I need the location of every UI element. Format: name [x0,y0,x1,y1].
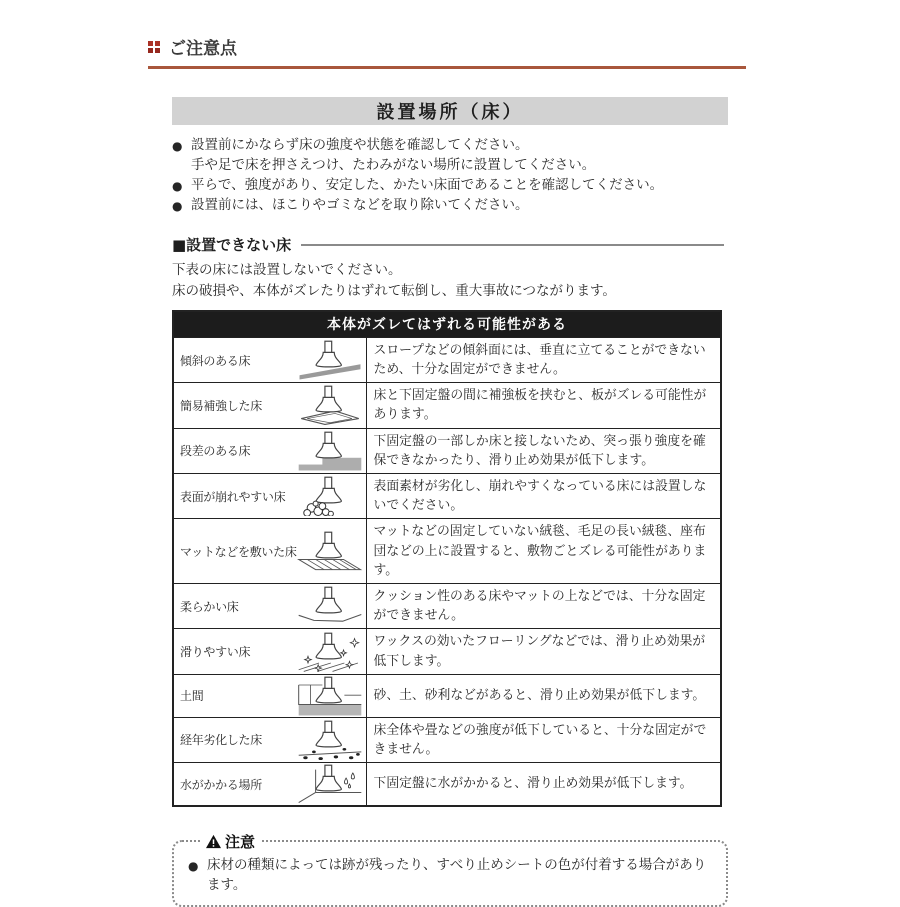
floor-desc: スロープなどの傾斜面には、垂直に立てることができないため、十分な固定ができません。 [366,337,721,382]
section-desc-line: 下表の床には設置しないでください。 [172,262,402,279]
crumbling-surface-floor-icon [297,476,363,516]
floor-type-label: 土間 [180,689,204,704]
floor-desc: 下固定盤の一部しか床と接しないため、突っ張り強度を確保できなかったり、滑り止め効果が低下します。 [366,428,721,473]
unsuitable-floor-table [172,310,722,807]
reinforced-board-floor-icon [297,385,363,425]
floor-type-label: 滑りやすい床 [180,645,251,659]
caution-text: 床材の種類によっては跡が残ったり、すべり止めシートの色が付着する場合があります。 [207,857,707,894]
sloped-floor-icon [297,340,363,380]
bullet-icon: ● [188,859,199,874]
section-desc-line: 床の破損や、本体がズレたりはずれて転倒し、重大事故につながります。 [172,282,616,299]
table-header: 本体がズレてはずれる可能性がある [173,311,721,338]
note-text: 平らで、強度があり、安定した、かたい床面であることを確認してください。 [191,176,664,193]
caution-box [172,833,728,907]
floor-desc: 砂、土、砂利などがあると、滑り止め効果が低下します。 [366,674,721,717]
precaution-notes [172,136,728,215]
caution-title-text: 注意 [225,833,256,852]
floor-type-label: 水がかかる場所 [180,777,262,792]
table-row [173,383,721,428]
floor-desc: 表面素材が劣化し、崩れやすくなっている床には設置しないでください。 [366,474,721,519]
banner-title: 設置場所（床） [376,102,524,123]
note-text: 設置前にかならず床の強度や状態を確認してください。 [191,137,529,153]
table-row [173,629,721,674]
floor-type-label: マットなどを敷いた床 [180,544,297,559]
section-title: ■設置できない床 [172,236,292,255]
bullet-icon: ● [172,178,183,193]
floor-type-label: 段差のある床 [180,444,251,459]
floor-desc: ワックスの効いたフローリングなどでは、滑り止め効果が低下します。 [366,629,721,674]
floor-type-cell [173,337,366,382]
bullet-icon: ● [172,198,183,213]
table-header-row [173,311,721,338]
dirt-floor-icon [297,676,363,716]
floor-type-cell [173,717,366,762]
note-line [172,156,728,176]
section-description [172,260,728,301]
note-line [172,196,728,216]
floor-type-cell [173,383,366,428]
floor-type-label: 簡易補強した床 [180,398,262,413]
page-title: ご注意点 [169,39,237,59]
floor-desc: 下固定盤に水がかかると、滑り止め効果が低下します。 [366,763,721,807]
bullet-icon [172,156,191,176]
floor-type-cell [173,428,366,473]
section-heading [172,234,728,255]
floor-type-cell [173,474,366,519]
floor-type-cell [173,519,366,584]
floor-type-label: 経年劣化した床 [180,733,262,748]
stepped-floor-icon [297,431,363,471]
floor-desc: 床全体や畳などの強度が低下していると、十分な固定ができません。 [366,717,721,762]
heading-rule [301,244,724,246]
floor-desc: マットなどの固定していない絨毯、毛足の長い絨毯、座布団などの上に設置すると、敷物ごとズレる可能性があります。 [366,519,721,584]
wet-area-icon [297,764,363,804]
table-row [173,674,721,717]
aged-floor-icon [297,720,363,760]
table-row [173,337,721,382]
floor-type-cell [173,763,366,807]
page-header [148,34,746,69]
note-text: 手や足で床を押さえつけ、たわみがない場所に設置してください。 [191,156,596,173]
table-row [173,583,721,628]
floor-type-label: 傾斜のある床 [180,353,251,368]
floor-type-cell [173,583,366,628]
floor-type-cell [173,629,366,674]
table-row [173,519,721,584]
caution-title [200,831,260,852]
note-line [172,176,728,196]
floor-type-label: 表面が崩れやすい床 [180,489,286,504]
floor-type-label: 柔らかい床 [180,599,239,614]
floor-desc: クッション性のある床やマットの上などでは、十分な固定ができません。 [366,583,721,628]
table-row [173,474,721,519]
slippery-floor-icon [297,632,363,672]
bullet-icon: ● [172,139,183,153]
caution-item [188,855,712,896]
grid-squares-icon [148,41,160,53]
floor-desc: 床と下固定盤の間に補強板を挟むと、板がズレる可能性があります。 [366,383,721,428]
table-row [173,717,721,762]
soft-floor-icon [297,586,363,626]
section-banner [172,97,728,125]
mat-covered-floor-icon [297,531,363,571]
note-line [172,136,728,156]
table-row [173,428,721,473]
warning-triangle-icon [205,834,222,849]
table-row [173,763,721,807]
floor-type-cell [173,674,366,717]
note-text: 設置前には、ほこりやゴミなどを取り除いてください。 [191,196,529,213]
